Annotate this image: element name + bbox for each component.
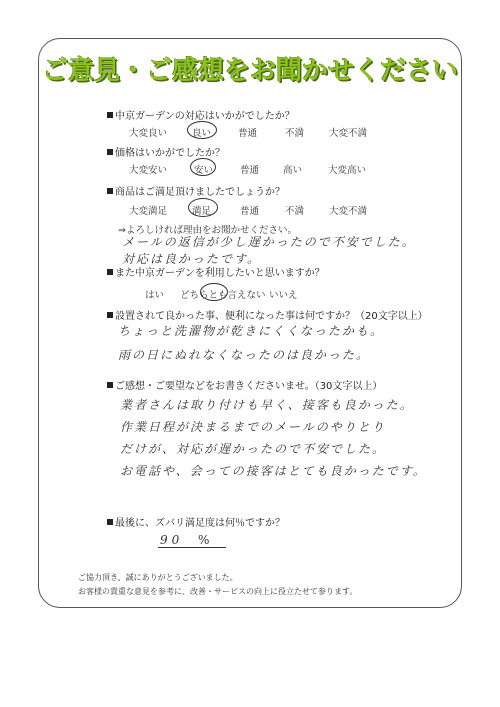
selection-circle bbox=[187, 121, 217, 139]
option[interactable]: 大変不満 bbox=[329, 128, 368, 139]
handwritten-answer-line: ちょっと洗濯物が乾きにくくなったかも。 bbox=[118, 324, 385, 338]
bullet-square-icon bbox=[107, 149, 113, 155]
option-selected[interactable]: 満足 bbox=[192, 206, 212, 217]
option[interactable]: 大変満足 bbox=[129, 206, 168, 217]
selection-circle bbox=[190, 158, 216, 176]
selection-circle bbox=[188, 198, 218, 217]
handwritten-answer-line: 対応は良かったです。 bbox=[122, 252, 262, 266]
handwritten-answer-line: だけが、対応が遅かったので不安でした。 bbox=[120, 442, 387, 456]
question-3: 商品はご満足頂けましたでしょうか？ bbox=[107, 183, 285, 198]
option[interactable]: 普通 bbox=[240, 206, 260, 217]
question-4: また中京ガーデンを利用したいと思いますか？ bbox=[107, 264, 325, 279]
option[interactable]: 普通 bbox=[240, 165, 260, 176]
question-7: 最後に、ズバリ満足度は何％ですか？ bbox=[107, 514, 285, 529]
bullet-square-icon bbox=[107, 519, 113, 525]
form-title: ご意見・ご感想をお聞かせください bbox=[41, 56, 458, 86]
option[interactable]: 大変良い bbox=[129, 128, 168, 139]
handwritten-answer-line: 雨の日にぬれなくなったのは良かった。 bbox=[118, 348, 371, 362]
option[interactable]: 高い bbox=[283, 165, 303, 176]
footer-note: お客様の貴重な意見を参考に、改善・サービスの向上に役立たせて参ります。 bbox=[78, 587, 358, 596]
bullet-square-icon bbox=[107, 382, 113, 388]
option-selected[interactable]: どちらとも言えない bbox=[180, 290, 266, 301]
satisfaction-answer: 90 bbox=[160, 533, 184, 547]
reason-prompt: ⇒よろしければ理由をお聞かせください。 bbox=[118, 225, 297, 236]
bullet-square-icon bbox=[107, 112, 113, 118]
question-1: 中京ガーデンの対応はいかがでしたか？ bbox=[107, 107, 295, 122]
option[interactable]: 不満 bbox=[285, 206, 305, 217]
handwritten-answer-line: メールの返信が少し遅かったので不安でした。 bbox=[122, 235, 416, 249]
bullet-square-icon bbox=[107, 312, 113, 318]
option[interactable]: 大変不満 bbox=[329, 206, 368, 217]
selection-circle bbox=[200, 283, 228, 301]
footer-thanks: ご協力頂き、誠にありがとうございました。 bbox=[78, 573, 238, 582]
percent-unit: % bbox=[198, 533, 212, 547]
option[interactable]: 不満 bbox=[285, 128, 305, 139]
bullet-square-icon bbox=[107, 188, 113, 194]
option-selected[interactable]: 良い bbox=[192, 128, 212, 139]
option[interactable]: 大変安い bbox=[129, 165, 168, 176]
question-6: ご感想・ご要望などをお書きくださいませ。（30文字以上） bbox=[107, 377, 382, 392]
option[interactable]: はい bbox=[145, 290, 165, 301]
handwritten-answer-line: 業者さんは取り付けも早く、接客も良かった。 bbox=[120, 398, 414, 412]
answer-underline bbox=[158, 547, 226, 548]
option[interactable]: いいえ bbox=[269, 290, 298, 301]
handwritten-answer-line: 作業日程が決まるまでのメールのやりとり bbox=[120, 420, 386, 434]
question-5: 設置されて良かった事、便利になった事は何ですか？（20文字以上） bbox=[107, 307, 428, 322]
option-selected[interactable]: 安い bbox=[194, 165, 214, 176]
question-2: 価格はいかがでしたか？ bbox=[107, 144, 225, 159]
option[interactable]: 普通 bbox=[238, 128, 258, 139]
bullet-square-icon bbox=[107, 269, 113, 275]
handwritten-answer-line: お電話や、会っての接客はとても良かったです。 bbox=[120, 464, 427, 478]
option[interactable]: 大変高い bbox=[328, 165, 367, 176]
